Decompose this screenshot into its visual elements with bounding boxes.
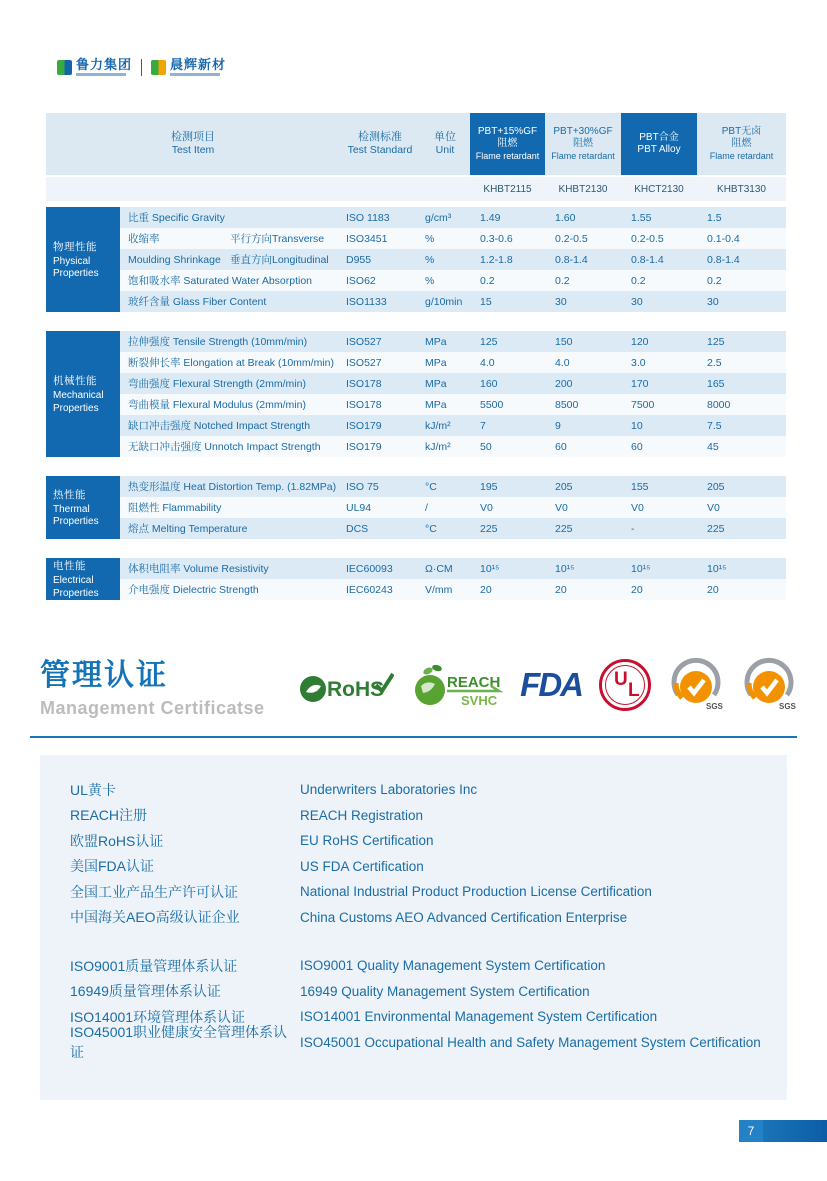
certification-name-en: National Industrial Product Production License Certification: [300, 884, 652, 900]
cell-value: 7500: [631, 398, 655, 411]
grade-khbt2130: KHBT2130: [558, 183, 608, 195]
category-label: [46, 476, 120, 539]
fda-logo-icon: FDA: [520, 665, 582, 703]
grade-row: [46, 177, 786, 201]
cell-unit: MPa: [425, 356, 447, 369]
cell-value: 0.2: [555, 274, 570, 287]
header-test-standard-zh: 检测标准: [358, 130, 402, 143]
certification-name-en: ISO9001 Quality Management System Certification: [300, 958, 606, 974]
cell-unit: °C: [425, 522, 437, 535]
certification-name-en: ISO45001 Occupational Health and Safety Management System Certification: [300, 1034, 761, 1050]
cell-test-item: 玻纤含量 Glass Fiber Content: [128, 296, 267, 308]
certification-name-zh: 全国工业产品生产许可认证: [70, 883, 238, 900]
cell-standard: IEC60093: [346, 562, 393, 575]
cell-standard: DCS: [346, 522, 369, 535]
cell-value: 8000: [707, 398, 731, 411]
cell-value: 195: [480, 480, 498, 493]
brand-row: [57, 58, 226, 76]
cell-value: 20: [480, 583, 492, 596]
cell-standard: ISO527: [346, 356, 382, 369]
cell-value: 1.60: [555, 211, 576, 224]
cell-value: -: [631, 522, 635, 535]
svg-text:REACH: REACH: [447, 673, 501, 691]
table-row: [120, 207, 786, 228]
certification-logos: [298, 657, 797, 713]
cell-value: 50: [480, 440, 492, 453]
cell-value: 7: [480, 419, 486, 432]
category-label-zh: 物理性能: [53, 240, 97, 253]
certification-name-zh: 美国FDA认证: [70, 858, 154, 875]
cell-value: 200: [555, 377, 573, 390]
sgs-medal-icon-1: [668, 657, 724, 713]
cell-test-item: 缺口冲击强度 Notched Impact Strength: [128, 420, 311, 432]
cell-standard: ISO1133: [346, 295, 387, 308]
cell-standard: ISO179: [346, 419, 382, 432]
cell-value: 10¹⁵: [555, 562, 575, 575]
certification-group: [40, 953, 787, 1061]
rohs-logo-icon: [298, 662, 394, 708]
certification-row: [40, 803, 787, 829]
certification-row: [40, 854, 787, 880]
cell-value: 60: [631, 440, 643, 453]
cell-standard: ISO3451: [346, 232, 388, 245]
header-product-2: PBT+30%GF 阻燃 Flame retardant: [551, 125, 615, 161]
cell-unit: g/10min: [425, 295, 463, 308]
cell-test-item: 比重 Specific Gravity: [128, 212, 225, 224]
cell-value: 225: [555, 522, 573, 535]
company-logo-1-text: 鲁力集团: [76, 57, 133, 72]
category-label-zh: 热性能: [53, 488, 86, 501]
grade-khct2130: KHCT2130: [634, 183, 684, 195]
cell-value: 0.1-0.4: [707, 232, 740, 245]
cell-value: V0: [480, 501, 493, 514]
table-row: [120, 558, 786, 579]
cell-value: 10¹⁵: [480, 562, 500, 575]
certification-name-en: US FDA Certification: [300, 858, 424, 874]
cell-value: 20: [631, 583, 643, 596]
table-row: [120, 436, 786, 457]
table-section: [46, 558, 786, 600]
cell-value: 20: [555, 583, 567, 596]
cell-value: 155: [631, 480, 649, 493]
cell-value: 10¹⁵: [631, 562, 651, 575]
cell-value: 60: [555, 440, 567, 453]
cell-value: 30: [555, 295, 567, 308]
certification-name-zh: UL黄卡: [70, 781, 116, 798]
certification-name-en: EU RoHS Certification: [300, 833, 434, 849]
page-footer: [739, 1120, 827, 1142]
header-test-standard-en: Test Standard: [347, 144, 413, 157]
cell-value: 0.2-0.5: [631, 232, 664, 245]
company-logo-2-text: 晨辉新材: [170, 57, 227, 72]
cell-value: 125: [480, 335, 498, 348]
category-label: [46, 558, 120, 600]
cell-standard: ISO178: [346, 377, 382, 390]
table-row: [120, 497, 786, 518]
table-row: [120, 228, 786, 249]
cell-value: 1.5: [707, 211, 722, 224]
cell-unit: g/cm³: [425, 211, 452, 224]
company-logo-1-icon: [57, 60, 72, 75]
header-test-standard: [340, 113, 420, 175]
cell-value: 30: [707, 295, 719, 308]
cell-standard: ISO178: [346, 398, 382, 411]
header-product-4: PBT无卤 阻燃 Flame retardant: [709, 125, 774, 161]
table-row: [120, 352, 786, 373]
category-label: [46, 331, 120, 457]
cell-value: 9: [555, 419, 561, 432]
grade-khbt2115: KHBT2115: [483, 183, 532, 195]
cell-value: 5500: [480, 398, 504, 411]
cell-value: 205: [555, 480, 573, 493]
certification-row: [40, 905, 787, 931]
cell-unit: MPa: [425, 377, 447, 390]
cell-value: 3.0: [631, 356, 646, 369]
certification-name-zh: ISO14001环境管理体系认证: [70, 1008, 246, 1025]
certification-name-zh: 中国海关AEO高级认证企业: [70, 909, 240, 926]
page-number: 7: [739, 1120, 763, 1142]
header-test-item-en: Test Item: [171, 144, 215, 157]
cell-value: 4.0: [480, 356, 495, 369]
company-logo-2: [151, 58, 226, 76]
cell-test-item: 弯曲模量 Flexural Modulus (2mm/min): [128, 399, 306, 411]
footer-bar: [763, 1120, 827, 1142]
svg-text:SGS: SGS: [706, 701, 723, 711]
category-label-en: Physical Properties: [53, 255, 99, 279]
cell-standard: ISO 1183: [346, 211, 390, 224]
section-rows: [120, 558, 786, 600]
cell-value: 10: [631, 419, 643, 432]
spec-table: [46, 113, 786, 600]
cell-value: 0.3-0.6: [480, 232, 513, 245]
cell-test-item: 拉伸强度 Tensile Strength (10mm/min): [128, 336, 308, 348]
cell-value: 225: [480, 522, 498, 535]
certification-row: [40, 953, 787, 979]
section-rows: [120, 476, 786, 539]
category-label: [46, 207, 120, 312]
cell-standard: UL94: [346, 501, 372, 514]
cell-value: 10¹⁵: [707, 562, 727, 575]
cell-test-item: 介电强度 Dielectric Strength: [128, 584, 259, 596]
cell-value: 160: [480, 377, 498, 390]
cell-value: 0.8-1.4: [631, 253, 664, 266]
certification-row: [40, 1024, 787, 1061]
header-product-1: PBT+15%GF 阻燃 Flame retardant: [470, 113, 545, 175]
table-row: [120, 291, 786, 312]
cell-standard: D955: [346, 253, 372, 266]
cell-value: 150: [555, 335, 573, 348]
cell-test-item: 体积电阻率 Volume Resistivity: [128, 563, 269, 575]
table-row: [120, 518, 786, 539]
category-label-zh: 机械性能: [53, 375, 97, 387]
certification-titles: [40, 650, 265, 719]
cell-direction: 垂直方向Longitudinal: [230, 254, 329, 266]
cell-direction: 平行方向Transverse: [230, 233, 325, 245]
cell-unit: %: [425, 274, 435, 287]
cell-value: 4.0: [555, 356, 570, 369]
certification-name-zh: ISO45001职业健康安全管理体系认证: [70, 1024, 288, 1061]
company-logo-1-subtext: [76, 73, 126, 76]
cell-test-item: Moulding Shrinkage: [128, 253, 221, 266]
certification-name-zh: REACH注册: [70, 807, 148, 824]
table-section: [46, 331, 786, 457]
certification-title-en: Management Certificatse: [40, 698, 265, 718]
cell-value: 1.49: [480, 211, 501, 224]
cell-unit: °C: [425, 480, 437, 493]
cell-test-item: 熔点 Melting Temperature: [128, 523, 248, 535]
cell-unit: Ω·CM: [425, 562, 453, 575]
svg-text:SVHC: SVHC: [461, 692, 498, 708]
certification-row: [40, 828, 787, 854]
cell-test-item: 收缩率: [128, 233, 160, 245]
cell-value: 20: [707, 583, 719, 596]
cell-value: 1.55: [631, 211, 652, 224]
cell-value: 0.2-0.5: [555, 232, 588, 245]
cell-unit: MPa: [425, 398, 447, 411]
certification-title-zh: 管理认证: [40, 659, 168, 692]
header-unit-en: Unit: [435, 144, 455, 157]
header-test-item: [46, 113, 340, 175]
cell-test-item: 阻燃性 Flammability: [128, 502, 222, 514]
section-divider-rule: [30, 736, 797, 738]
table-row: [120, 373, 786, 394]
company-logo-1: [57, 58, 132, 76]
cell-test-item: 热变形温度 Heat Distortion Temp. (1.82MPa): [128, 481, 337, 493]
cell-value: 165: [707, 377, 725, 390]
cell-standard: ISO179: [346, 440, 382, 453]
certification-row: [40, 879, 787, 905]
cell-value: 0.2: [631, 274, 646, 287]
category-label-en: Electrical Properties: [53, 575, 99, 599]
certification-name-zh: 16949质量管理体系认证: [70, 983, 221, 1000]
certification-name-en: ISO14001 Environmental Management System Certification: [300, 1009, 658, 1025]
cell-value: 205: [707, 480, 725, 493]
table-row: [120, 476, 786, 497]
cell-value: V0: [631, 501, 644, 514]
table-row: [120, 579, 786, 600]
cell-value: 8500: [555, 398, 579, 411]
header-test-item-zh: 检测项目: [171, 130, 215, 143]
table-header-row: [46, 113, 786, 175]
company-logo-2-subtext: [170, 73, 220, 76]
table-row: [120, 415, 786, 436]
certification-name-en: China Customs AEO Advanced Certification Enterprise: [300, 909, 628, 925]
cell-value: 0.2: [707, 274, 722, 287]
cell-test-item: 饱和吸水率 Saturated Water Absorption: [128, 275, 313, 287]
certification-row: [40, 979, 787, 1005]
section-rows: [120, 331, 786, 457]
header-unit: [420, 113, 470, 175]
cell-value: 120: [631, 335, 649, 348]
cell-standard: ISO527: [346, 335, 382, 348]
table-section: [46, 476, 786, 539]
cell-unit: MPa: [425, 335, 447, 348]
cell-standard: ISO62: [346, 274, 376, 287]
category-label-en: Thermal Properties: [53, 503, 99, 527]
certification-name-zh: ISO9001质量管理体系认证: [70, 957, 238, 974]
cell-value: 15: [480, 295, 492, 308]
cell-test-item: 弯曲强度 Flexural Strength (2mm/min): [128, 378, 306, 390]
cell-value: 125: [707, 335, 725, 348]
header-unit-zh: 单位: [434, 130, 456, 143]
svg-text:SGS: SGS: [779, 701, 796, 711]
header-product-3: PBT合金 PBT Alloy: [621, 113, 697, 175]
cell-unit: kJ/m²: [425, 440, 451, 453]
grade-khbt3130: KHBT3130: [717, 183, 766, 195]
cell-unit: kJ/m²: [425, 419, 451, 432]
cell-test-item: 无缺口冲击强度 Unnotch Impact Strength: [128, 441, 321, 453]
section-rows: [120, 207, 786, 312]
reach-svhc-logo-icon: [411, 660, 503, 710]
cell-unit: %: [425, 253, 435, 266]
cell-value: 0.8-1.4: [707, 253, 740, 266]
cell-value: 30: [631, 295, 643, 308]
category-label-zh: 电性能: [53, 560, 86, 572]
cell-test-item: 断裂伸长率 Elongation at Break (10mm/min): [128, 357, 334, 369]
category-label-en: Mechanical Properties: [53, 390, 104, 414]
certification-header: [40, 650, 797, 719]
company-logo-2-icon: [151, 60, 166, 75]
table-row: [120, 270, 786, 291]
table-row: [120, 249, 786, 270]
cell-unit: %: [425, 232, 435, 245]
table-body: [46, 207, 786, 600]
certification-group: [40, 777, 787, 930]
certification-name-en: Underwriters Laboratories Inc: [300, 782, 478, 798]
cell-value: V0: [555, 501, 568, 514]
cell-standard: IEC60243: [346, 583, 393, 596]
cell-value: 7.5: [707, 419, 722, 432]
certification-name-en: 16949 Quality Management System Certification: [300, 983, 590, 999]
cell-value: 0.2: [480, 274, 495, 287]
sgs-medal-icon-2: [741, 657, 797, 713]
certification-name-en: REACH Registration: [300, 807, 424, 823]
certification-panel: [40, 755, 787, 1100]
cell-unit: /: [425, 501, 428, 514]
certification-row: [40, 777, 787, 803]
cell-value: 2.5: [707, 356, 722, 369]
cell-value: V0: [707, 501, 720, 514]
cell-value: 225: [707, 522, 725, 535]
cell-unit: V/mm: [425, 583, 453, 596]
logo-divider: [141, 59, 142, 76]
table-row: [120, 394, 786, 415]
svg-text:RoHS: RoHS: [327, 677, 385, 701]
cell-value: 170: [631, 377, 649, 390]
table-section: [46, 207, 786, 312]
cell-value: 1.2-1.8: [480, 253, 513, 266]
cell-standard: ISO 75: [346, 480, 379, 493]
ul-logo-icon: U L: [599, 659, 651, 711]
cell-value: 45: [707, 440, 719, 453]
cell-value: 0.8-1.4: [555, 253, 588, 266]
table-row: [120, 331, 786, 352]
certification-name-zh: 欧盟RoHS认证: [70, 832, 164, 849]
